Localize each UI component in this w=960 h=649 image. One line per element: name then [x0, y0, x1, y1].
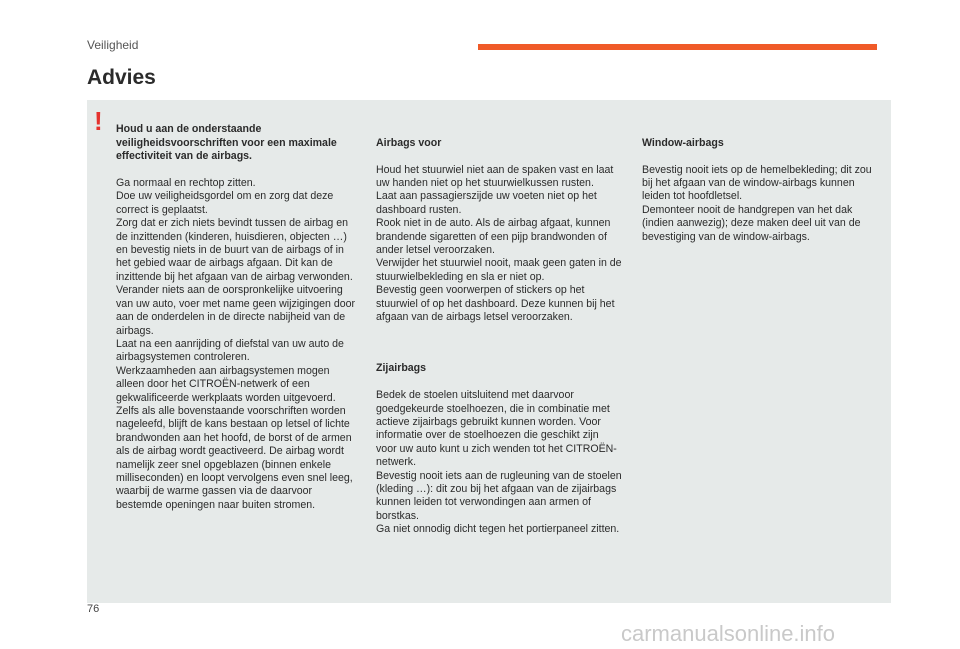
watermark: carmanualsonline.info — [621, 621, 836, 646]
warning-heading: Houd u aan de onderstaande veiligheidsvoorschriften voor een maximale effectiviteit van de airbags. — [116, 123, 337, 163]
warning-column — [116, 110, 358, 512]
section-label: Veiligheid — [87, 38, 139, 52]
middle-column — [376, 110, 622, 561]
advice-panel — [87, 100, 891, 603]
right-column — [642, 110, 882, 268]
window-airbags-heading: Window-airbags — [642, 136, 724, 149]
page-title: Advies — [87, 66, 156, 89]
side-airbags-body: Bedek de stoelen uitsluitend met daarvoor goedgekeurde stoelhoezen, die in combinatie met actieve zijairbags gebruikt kunnen worden. Voor informatie over de stoelhoezen die geschikt zijn voor uw auto kunt u zich wenden tot het CITROËN-netwerk. Bevestig nooit iets aan de rugleuning van de stoelen (kleding …): dit zou bij het afgaan van de zijairbags kunnen leiden tot verwondingen aan armen of borstkas. Ga niet onnodig dicht tegen het portierpaneel zitten. — [376, 389, 622, 536]
side-airbags-heading: Zijairbags — [376, 362, 427, 375]
front-airbags-heading: Airbags voor — [376, 136, 442, 149]
front-airbags-section — [376, 123, 622, 324]
window-airbags-section — [642, 123, 882, 244]
side-airbags-section — [376, 349, 622, 537]
front-airbags-body: Houd het stuurwiel niet aan de spaken vast en laat uw handen niet op het stuurwielkussen rusten. Laat aan passagierszijde uw voeten niet op het dashboard rusten. Rook niet in de auto. Als de airbag afgaat, kunnen brandende sigaretten of een pijp brandwonden of ander letsel veroorzaken. Verwijder het stuurwiel nooit, maak geen gaten in de stuurwielbekleding en sla er niet op. Bevestig geen voorwerpen of stickers op het stuurwiel of op het dashboard. Deze kunnen bij het afgaan van de airbags letsel veroorzaken. — [376, 163, 622, 324]
page-number: 76 — [87, 603, 100, 615]
header-accent-bar — [478, 44, 877, 50]
window-airbags-body: Bevestig nooit iets op de hemelbekleding; dit zou bij het afgaan van de window-airbags kunnen leiden tot hoofdletsel. Demonteer nooit de handgrepen van het dak (indien aanwezig); deze maken deel uit van de bevestiging van de window-airbags. — [642, 163, 872, 243]
warning-body: Ga normaal en rechtop zitten. Doe uw veiligheidsgordel om en zorg dat deze correct is geplaatst. Zorg dat er zich niets bevindt tussen de airbag en de inzittenden (kinderen, huisdieren, objecten …) en bevestig niets in de buurt van de airbags of in het gebied waar de airbags afgaan. Dit kan de inzittende bij het afgaan van de airbag verwonden. Verander niets aan de oorspronkelijke uitvoering van uw auto, voer met name geen wijzigingen door aan de onderdelen in de directe nabijheid van de airbags. Laat na een aanrijding of diefstal van uw auto de airbagsystemen controleren. Werkzaamheden aan airbagsystemen mogen alleen door het CITROËN-netwerk of een gekwalificeerde werkplaats worden uitgevoerd. Zelfs als alle bovenstaande voorschriften worden nageleefd, blijft de kans bestaan op letsel of lichte brandwonden aan het hoofd, de borst of de armen als de airbag wordt geactiveerd. De airbag wordt namelijk zeer snel opgeblazen (binnen enkele milliseconden) en loopt vervolgens even snel leeg, waarbij de warme gassen via de daarvoor bestemde openingen naar buiten stromen. — [116, 177, 356, 511]
exclamation-icon: ! — [94, 106, 103, 136]
